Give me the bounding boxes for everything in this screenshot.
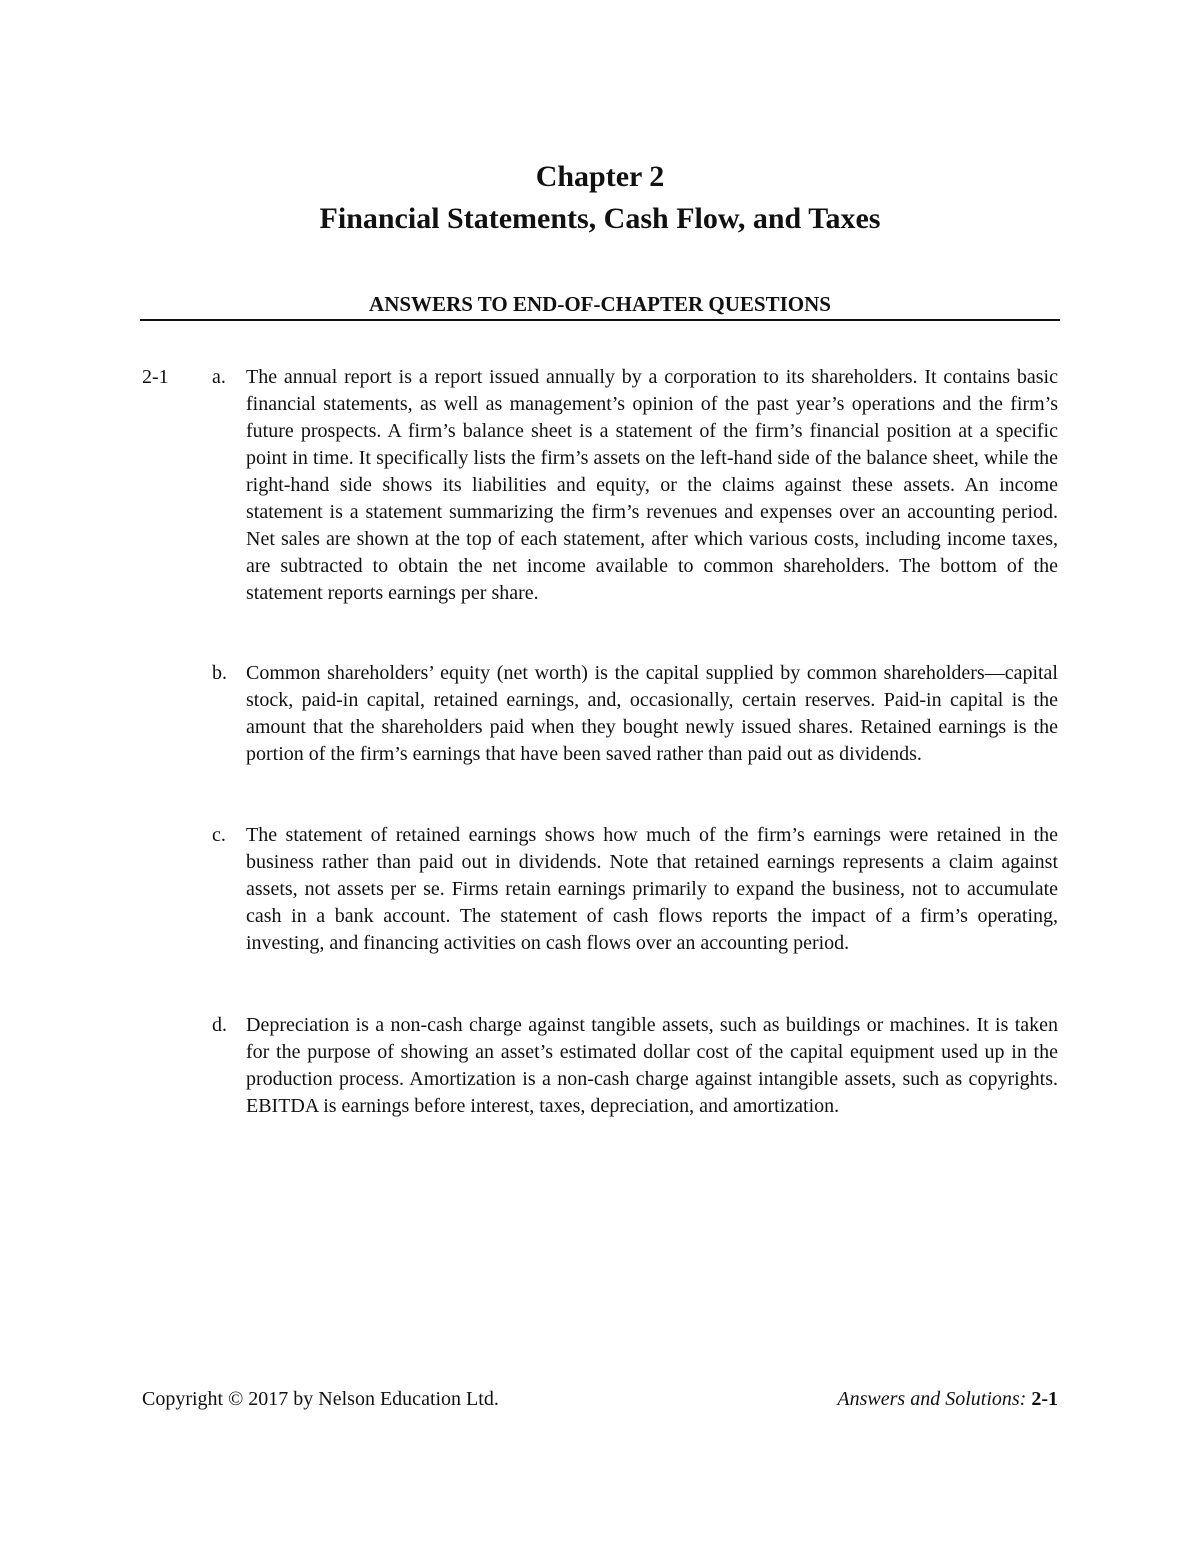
heading-underline — [140, 319, 1060, 321]
answer-paragraph-d: Depreciation is a non-cash charge against tangible assets, such as buildings or machines. It is taken for the purpose of showing an asset’s estimated dollar cost of the capital equipment used up in the production process. Amortization is a non-cash charge against intangible assets, such as copyrights. EBITDA is earnings before interest, taxes, depreciation, and amortization. — [246, 1014, 1058, 1117]
answer-paragraph-c: The statement of retained earnings shows how much of the firm’s earnings were retained in the business rather than paid out in dividends. Note that retained earnings represents a claim against assets, not assets per se. Firms retain earnings primarily to expand the business, not to accumulate cash in a bank account. The statement of cash flows reports the impact of a firm’s operating, investing, and financing activities on cash flows over an accounting period. — [246, 824, 1058, 954]
section-heading: ANSWERS TO END-OF-CHAPTER QUESTIONS — [369, 292, 831, 316]
question-number: 2-1 — [142, 366, 169, 388]
chapter-number: Chapter 2 — [535, 160, 665, 193]
page-number: 2-1 — [1031, 1388, 1058, 1410]
item-letter-c: c. — [212, 824, 226, 846]
chapter-title: Financial Statements, Cash Flow, and Taxes — [319, 202, 881, 235]
page-footer — [837, 1386, 1058, 1413]
copyright-notice: Copyright © 2017 by Nelson Education Ltd. — [142, 1388, 499, 1410]
item-letter-d: d. — [212, 1014, 227, 1036]
item-letter-b: b. — [212, 662, 227, 684]
footer-label: Answers and Solutions: — [837, 1388, 1027, 1410]
item-letter-a: a. — [212, 366, 226, 388]
answer-paragraph-b: Common shareholders’ equity (net worth) is the capital supplied by common shareholders—capital stock, paid-in capital, retained earnings, and, occasionally, certain reserves. Paid-in capital is the amount that the shareholders paid when they bought newly issued shares. Retained earnings is the portion of the firm’s earnings that have been saved rather than paid out as dividends. — [246, 662, 1058, 765]
answer-paragraph-a: The annual report is a report issued annually by a corporation to its shareholders. It contains basic financial statements, as well as management’s opinion of the past year’s operations and the firm’s future prospects. A firm’s balance sheet is a statement of the firm’s financial position at a specific point in time. It specifically lists the firm’s assets on the left-hand side of the balance sheet, while the right-hand side shows its liabilities and equity, or the claims against these assets. An income statement is a statement summarizing the firm’s revenues and expenses over an accounting period. Net sales are shown at the top of each statement, after which various costs, including income taxes, are subtracted to obtain the net income available to common shareholders. The bottom of the statement reports earnings per share. — [246, 366, 1058, 604]
